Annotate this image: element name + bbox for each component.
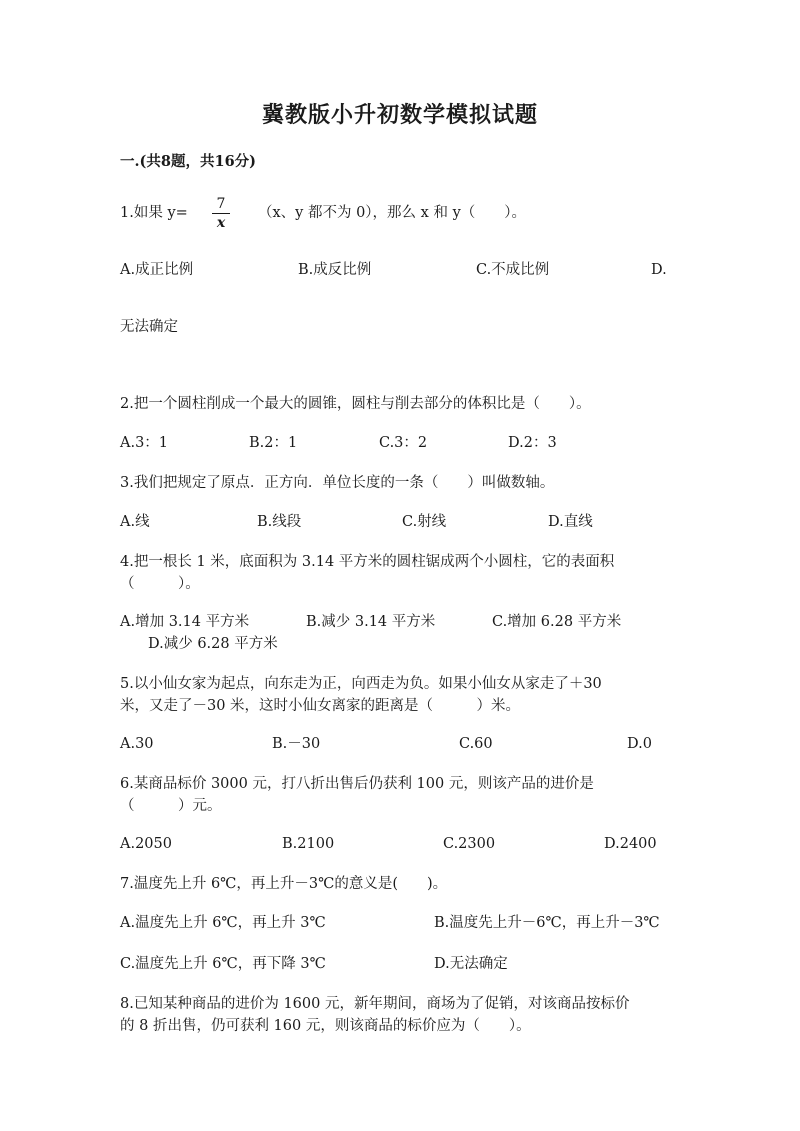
q2-option-d: D.2：3 <box>508 435 557 451</box>
q5-option-a: A.30 <box>120 736 154 752</box>
q1-frac-denominator: x <box>216 215 226 231</box>
q3-option-a: A.线 <box>120 514 150 530</box>
q5-line1: 5.以小仙女家为起点，向东走为正，向西走为负。如果小仙女从家走了＋30 <box>120 676 602 692</box>
q2-text: 2.把一个圆柱削成一个最大的圆锥，圆柱与削去部分的体积比是（ ）。 <box>120 396 591 412</box>
q7-option-c: C.温度先上升 6℃，再下降 3℃ <box>120 956 326 972</box>
q4-option-a: A.增加 3.14 平方米 <box>120 614 250 630</box>
q7-option-a: A.温度先上升 6℃，再上升 3℃ <box>120 915 326 931</box>
q8-line2: 的 8 折出售，仍可获利 160 元，则该商品的标价应为（ ）。 <box>120 1018 531 1034</box>
q6-option-a: A.2050 <box>120 836 172 852</box>
q1-option-b: B.成反比例 <box>298 262 372 278</box>
q6-line2: （ ）元。 <box>120 798 222 814</box>
q7-text: 7.温度先上升 6℃，再上升－3℃的意义是( )。 <box>120 876 448 892</box>
q1-prefix: 1.如果 y= <box>120 205 188 221</box>
page-title: 冀教版小升初数学模拟试题 <box>261 102 538 128</box>
q4-option-b: B.减少 3.14 平方米 <box>306 614 436 630</box>
q2-option-c: C.3：2 <box>379 435 428 451</box>
q7-option-b: B.温度先上升－6℃，再上升－3℃ <box>434 915 660 931</box>
q6-line1: 6.某商品标价 3000 元，打八折出售后仍获利 100 元，则该产品的进价是 <box>120 776 594 792</box>
q5-option-d: D.0 <box>627 736 652 752</box>
q1-frac-bar <box>212 213 230 214</box>
q3-option-d: D.直线 <box>548 514 593 530</box>
q1-option-d: D. <box>651 262 667 278</box>
q4-option-c: C.增加 6.28 平方米 <box>492 614 622 630</box>
q7-option-d: D.无法确定 <box>434 956 508 972</box>
q5-line2: 米，又走了－30 米，这时小仙女离家的距离是（ ）米。 <box>120 698 521 714</box>
q1-fraction <box>212 196 230 231</box>
q1-suffix: （x、y 都不为 0），那么 x 和 y（ ）。 <box>258 205 527 221</box>
q3-option-c: C.射线 <box>402 514 447 530</box>
q4-option-d: D.减少 6.28 平方米 <box>148 636 278 652</box>
q1-frac-numerator: 7 <box>216 196 226 212</box>
q2-option-a: A.3：1 <box>120 435 169 451</box>
q5-option-c: C.60 <box>459 736 493 752</box>
q6-option-c: C.2300 <box>443 836 496 852</box>
q3-text: 3.我们把规定了原点．正方向．单位长度的一条（ ）叫做数轴。 <box>120 475 555 491</box>
q5-option-b: B.－30 <box>272 736 321 752</box>
q6-option-b: B.2100 <box>282 836 335 852</box>
q2-option-b: B.2：1 <box>249 435 298 451</box>
q8-line1: 8.已知某种商品的进价为 1600 元，新年期间，商场为了促销，对该商品按标价 <box>120 996 630 1012</box>
q1-option-a: A.成正比例 <box>120 262 194 278</box>
q3-option-b: B.线段 <box>257 514 302 530</box>
q4-line2: （ ）。 <box>120 576 200 592</box>
q4-line1: 4.把一根长 1 米，底面积为 3.14 平方米的圆柱锯成两个小圆柱，它的表面积 <box>120 554 615 570</box>
section-heading: 一.(共8题，共16分) <box>120 153 257 170</box>
q1-option-c: C.不成比例 <box>476 262 550 278</box>
q1-option-d-text: 无法确定 <box>120 319 178 335</box>
q6-option-d: D.2400 <box>604 836 657 852</box>
